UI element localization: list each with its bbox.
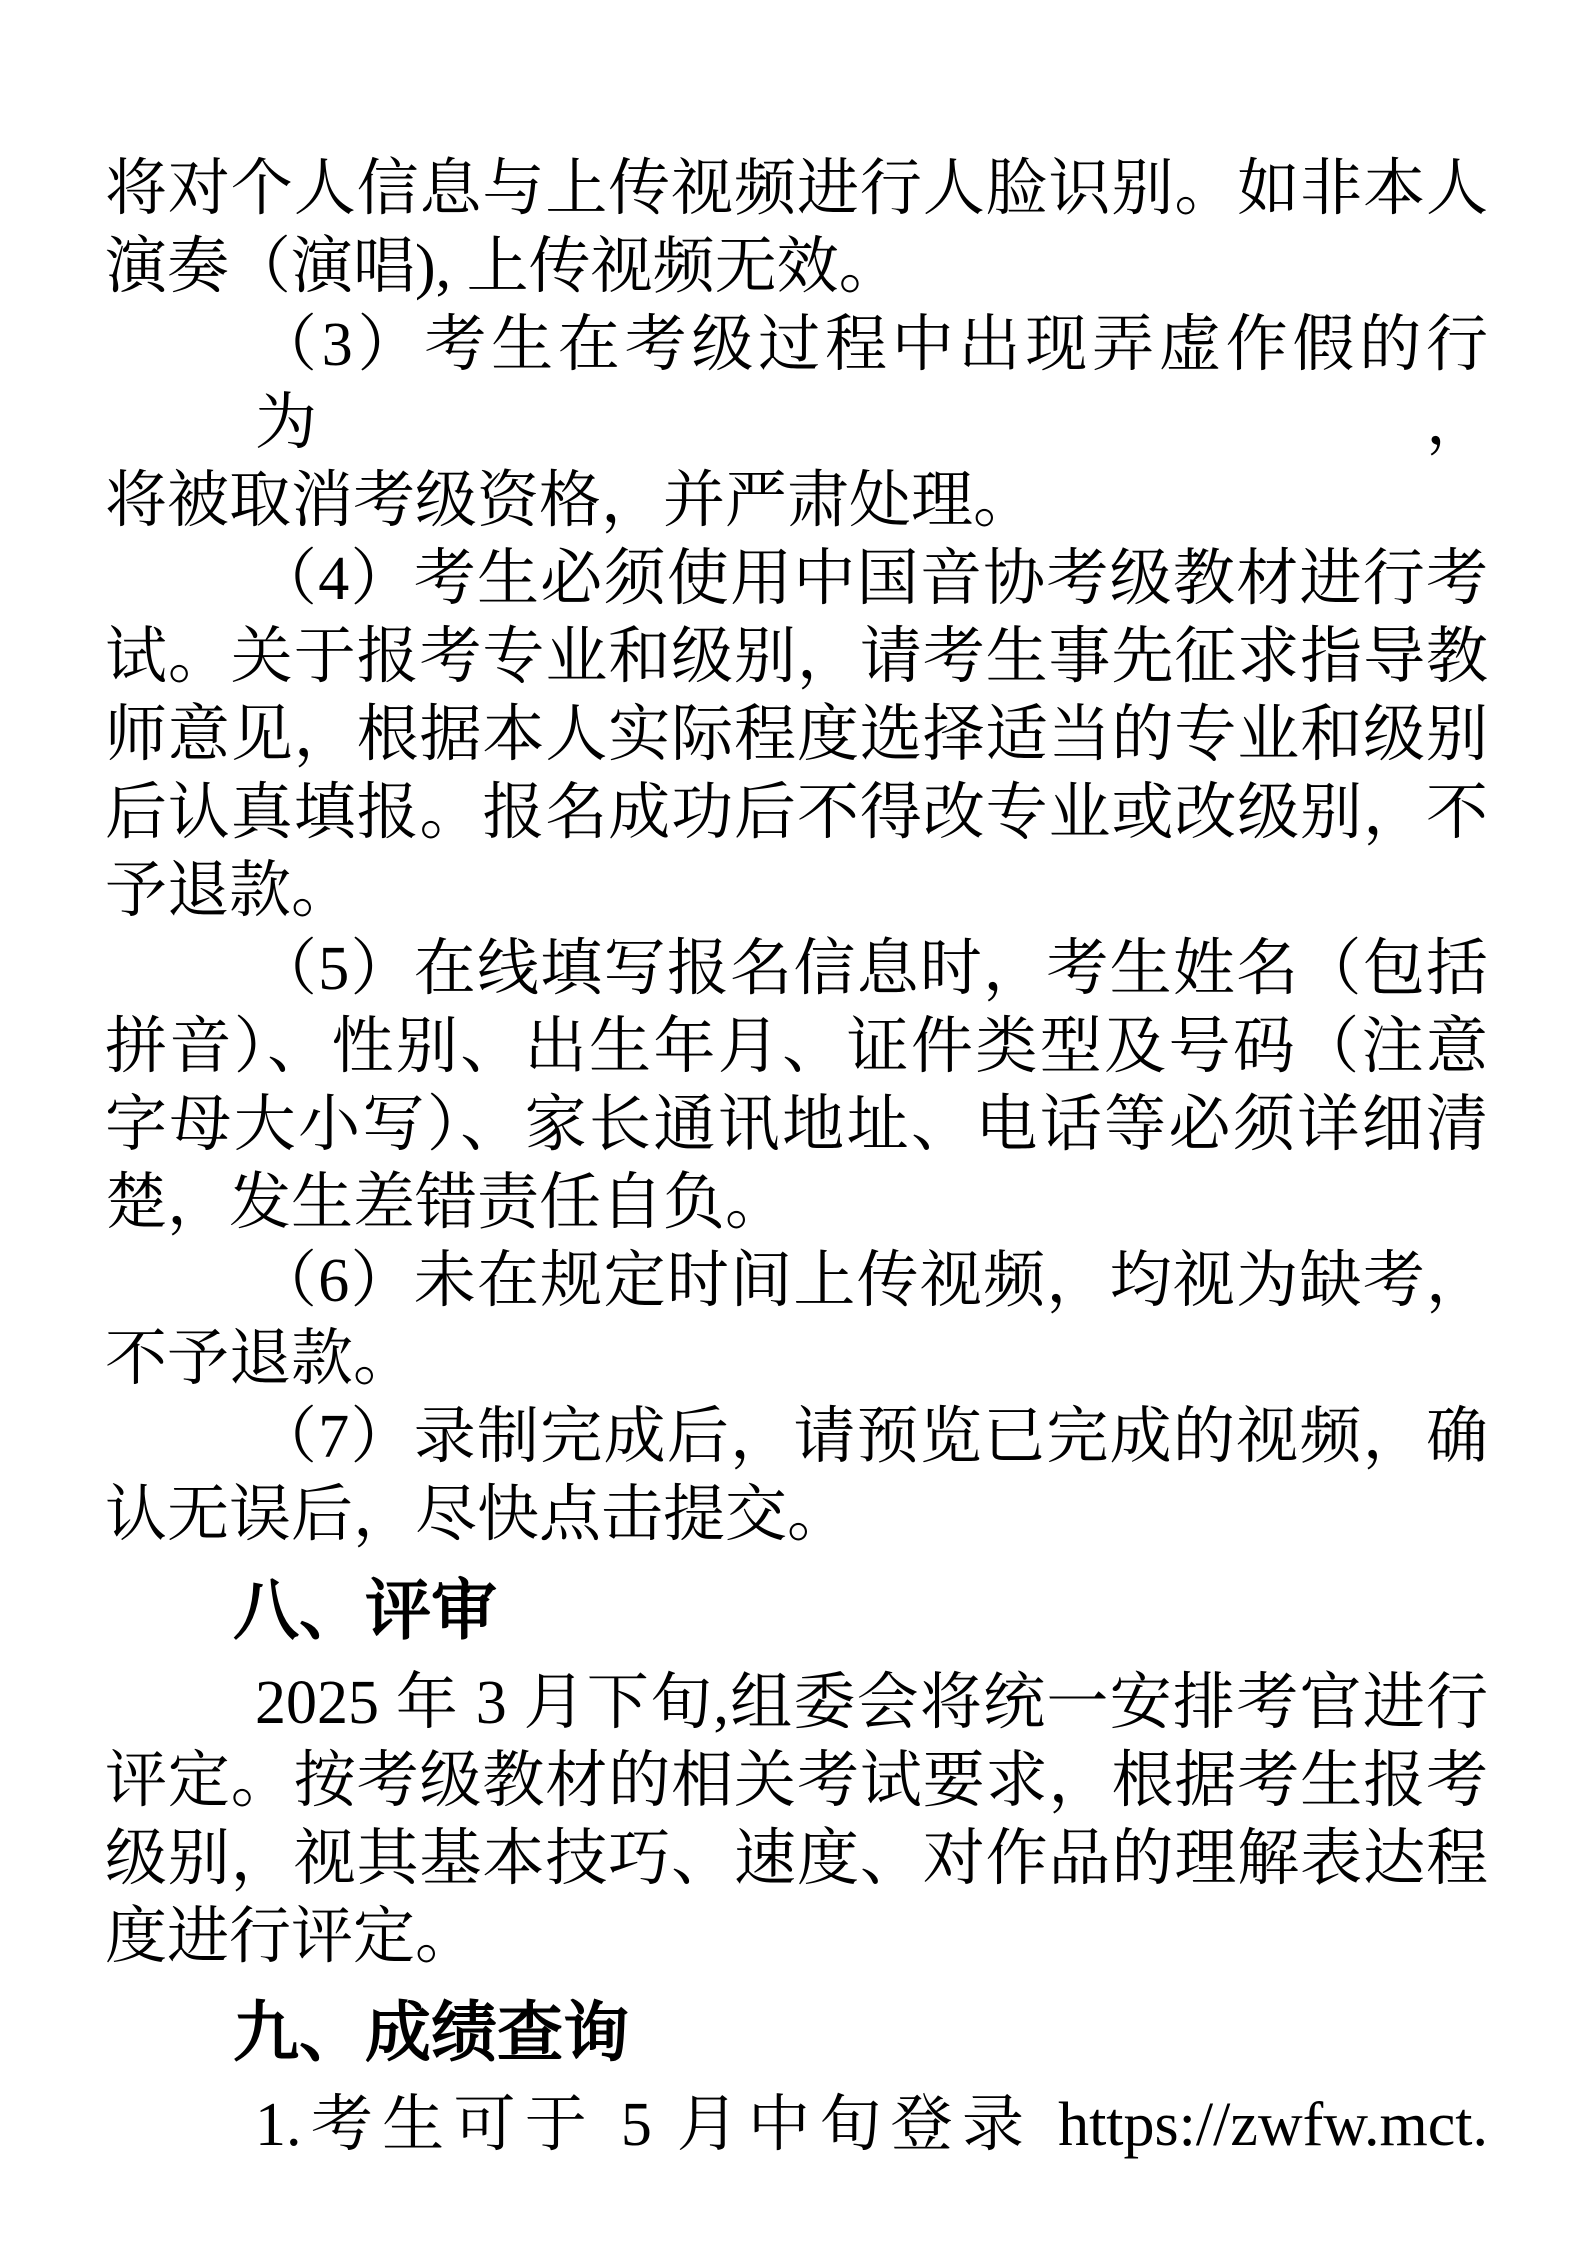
text-line: 拼音）、性别、出生年月、证件类型及号码（注意 <box>105 1013 1488 1081</box>
text-line: 楚，发生差错责任自负。 <box>105 1169 788 1237</box>
section-heading: 九、成绩查询 <box>233 1995 629 2069</box>
text-line: 后认真填报。报名成功后不得改专业或改级别，不 <box>105 779 1488 847</box>
text-line: 将对个人信息与上传视频进行人脸识别。如非本人 <box>105 155 1488 223</box>
text-line: 予退款。 <box>105 857 354 925</box>
text-line: 师意见，根据本人实际程度选择适当的专业和级别 <box>105 701 1488 769</box>
text-line: 度进行评定。 <box>105 1903 478 1971</box>
text-line: （5）在线填写报名信息时，考生姓名（包括 <box>255 935 1488 1003</box>
text-line: 2025 年 3 月下旬,组委会将统一安排考官进行 <box>255 1669 1488 1737</box>
text-line: 演奏（演唱), 上传视频无效。 <box>105 233 901 301</box>
text-line: 评定。按考级教材的相关考试要求，根据考生报考 <box>105 1747 1488 1815</box>
text-line: （7）录制完成后，请预览已完成的视频，确 <box>255 1403 1488 1471</box>
text-line: 将被取消考级资格，并严肃处理。 <box>105 467 1036 535</box>
section-heading: 八、评审 <box>233 1573 497 1647</box>
text-line: （4）考生必须使用中国音协考级教材进行考 <box>255 545 1488 613</box>
text-line: （3）考生在考级过程中出现弄虚作假的行为， <box>255 311 1488 457</box>
text-line: 字母大小写）、家长通讯地址、电话等必须详细清 <box>105 1091 1488 1159</box>
text-line: 认无误后，尽快点击提交。 <box>105 1481 850 1549</box>
text-line: 不予退款。 <box>105 1325 416 1393</box>
document-content <box>105 150 1488 2164</box>
text-line: 试。关于报考专业和级别，请考生事先征求指导教 <box>105 623 1488 691</box>
text-line: 1.考生可于 5 月中旬登录 https://zwfw.mct. <box>255 2091 1488 2159</box>
text-line: 级别，视其基本技巧、速度、对作品的理解表达程 <box>105 1825 1488 1893</box>
text-line: （6）未在规定时间上传视频，均视为缺考， <box>255 1247 1488 1315</box>
